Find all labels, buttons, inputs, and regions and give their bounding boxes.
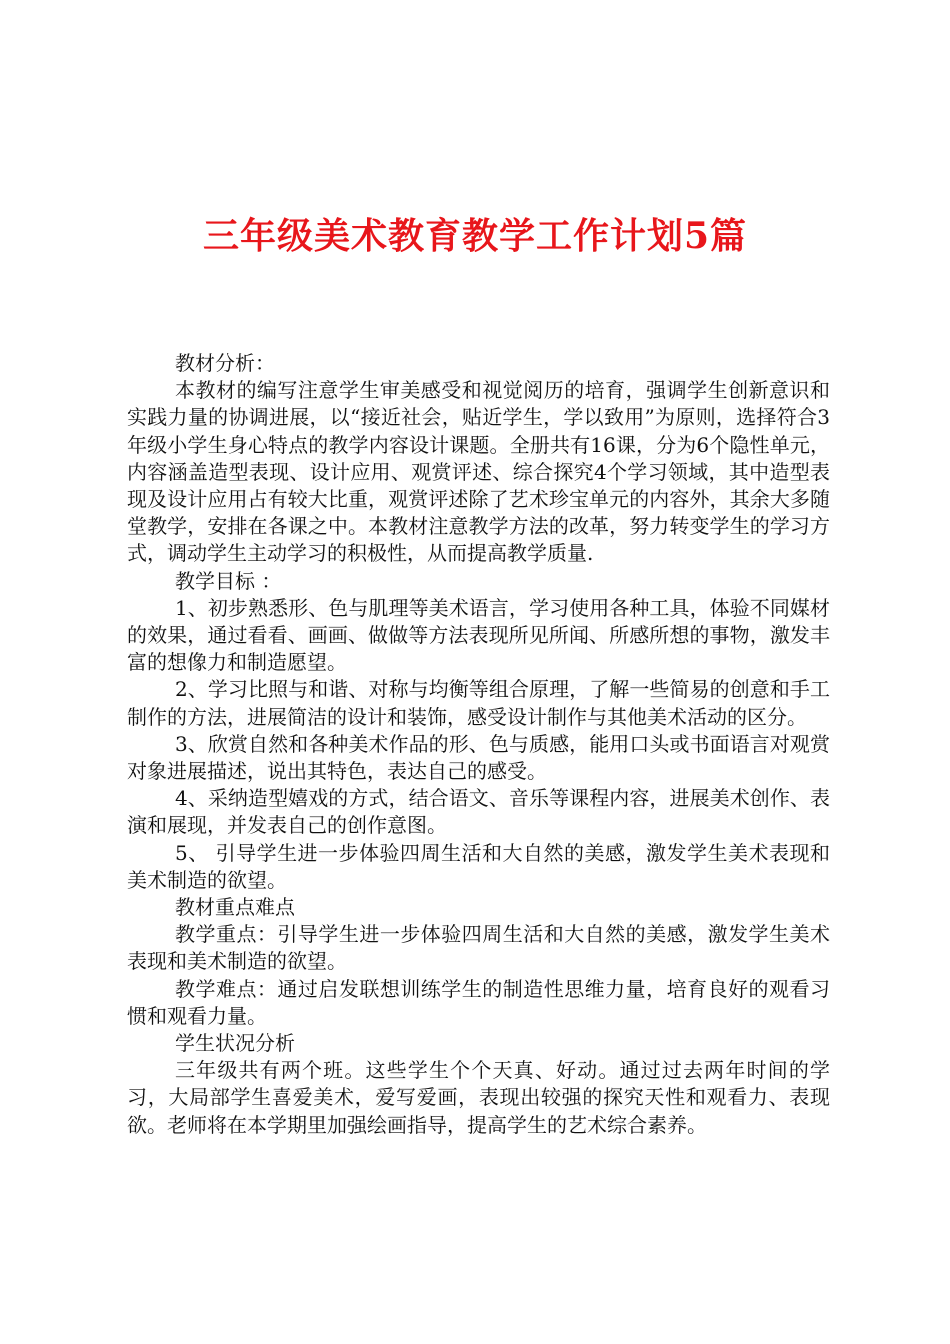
heading-key-points: 教材重点难点 [175, 895, 295, 920]
paragraph-difficulty: 教学难点：通过启发联想训练学生的制造性思维力量，培育良好的观看习惯和观看力量。 [127, 976, 830, 1028]
paragraph-student-analysis: 三年级共有两个班。这些学生个个天真、好动。通过过去两年时间的学习，大局部学生喜爱美术，爱写爱画，表现出较强的探究天性和观看力、表现欲。老师将在本学期里加强绘画指导，提高学生的艺术综合素养。 [127, 1058, 830, 1137]
goal-item-4: 4、采纳造型嬉戏的方式，结合语文、音乐等课程内容，进展美术创作、表演和展现，并发表自己的创作意图。 [127, 786, 830, 838]
paragraph-key-point: 教学重点：引导学生进一步体验四周生活和大自然的美感，激发学生美术表现和美术制造的欲望。 [127, 922, 830, 974]
heading-student-analysis: 学生状况分析 [175, 1031, 295, 1056]
document-body [127, 350, 830, 1139]
heading-textbook-analysis: 教材分析： [175, 351, 275, 375]
goal-item-3: 3、欣赏自然和各种美术作品的形、色与质感，能用口头或书面语言对观赏对象进展描述，说出其特色，表达自己的感受。 [127, 731, 830, 784]
heading-teaching-goals: 教学目标 ： [175, 568, 282, 593]
goal-item-1: 1、初步熟悉形、色与肌理等美术语言，学习使用各种工具，体验不同媒材的效果，通过看看、画画、做做等方法表现所见所闻、所感所想的事物，激发丰富的想像力和制造愿望。 [127, 595, 830, 675]
document-title: 三年级美术教育教学工作计划5篇 [202, 215, 748, 257]
paragraph-textbook-analysis: 本教材的编写注意学生审美感受和视觉阅历的培育，强调学生创新意识和实践力量的协调进展，以“接近社会，贴近学生，学以致用”为原则，选择符合3年级小学生身心特点的教学内容设计课题。全册共有16课，分为6个隐性单元，内容涵盖造型表现、设计应用、观赏评述、综合探究4个学习领域，其中造型表现及设计应用占有较大比重，观赏评述除了艺术珍宝单元的内容外，其余大多随堂教学，安排在各课之中。本教材注意教学方法的改革，努力转变学生的学习方式，调动学生主动学习的积极性，从而提高教学质量. [127, 378, 830, 566]
goal-item-2: 2、学习比照与和谐、对称与均衡等组合原理，了解一些简易的创意和手工制作的方法，进展简洁的设计和装饰，感受设计制作与其他美术活动的区分。 [127, 677, 830, 729]
goal-item-5: 5、 引导学生进一步体验四周生活和大自然的美感，激发学生美术表现和美术制造的欲望。 [127, 840, 830, 892]
